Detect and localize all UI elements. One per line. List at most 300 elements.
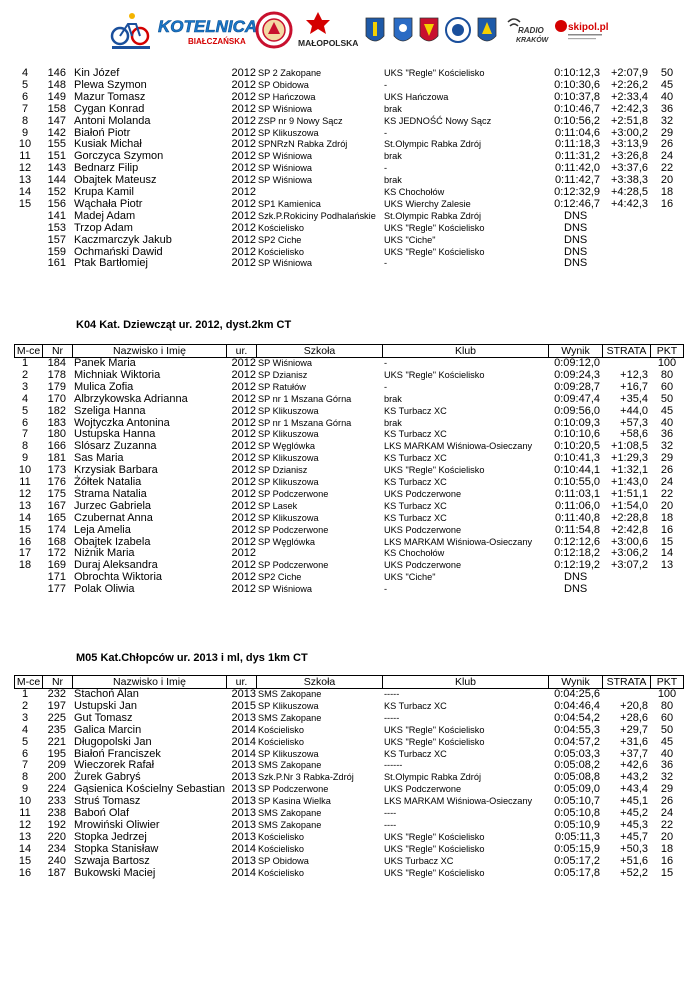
cell-school: SMS Zakopane [258,808,322,818]
cell-name: Ustupska Hanna [74,428,156,441]
cell-nr: 158 [47,102,66,115]
cell-diff: +2:07,9 [610,67,648,79]
cell-club: UKS "Regle" Kościelisko [384,222,485,233]
cell-club: ----- [384,689,400,699]
cell-m: 11 [19,807,31,819]
kotelnica-logo [156,8,258,52]
cell-yr: 2014 [231,747,256,760]
cell-yr: 2012 [231,523,256,536]
cell-nr: 225 [47,711,66,724]
cell-club: KS Turbacz XC [384,429,447,440]
cell-time: 0:11:31,2 [554,150,600,163]
cell-school: SP Klikuszowa [258,748,319,759]
cell-name: Ochmański Dawid [74,245,163,258]
cell-nr: 170 [47,392,66,405]
cell-name: Plewa Szymon [74,78,147,91]
cell-school: SP Wiśniowa [258,151,312,162]
cell-nr: 176 [47,476,66,488]
cell-diff: +12,3 [620,368,648,381]
cell-club: brak [384,393,402,404]
cell-pkt: 15 [660,535,674,548]
cell-m: 1 [21,357,29,369]
cell-yr: 2012 [231,150,256,163]
cell-name: Żurek Gabryś [74,771,141,784]
cell-school: SP Wiśniowa [258,358,312,368]
cell-m: 9 [21,452,29,465]
cell-nr: 147 [47,114,66,127]
cell-club: UKS "Regle" Kościelisko [384,68,485,78]
cell-school: SP Węglówka [258,441,316,452]
cell-nr: 220 [47,830,66,843]
cell-m: 2 [21,368,29,381]
cell-nr: 171 [47,571,66,584]
cell-nr: 200 [47,771,66,784]
cell-school: ZSP nr 9 Nowy Sącz [258,115,343,126]
cell-nr: 149 [47,90,66,103]
cell-name: Kaczmarczyk Jakub [74,233,172,246]
cell-school: Kościelisko [258,222,304,233]
cell-nr: 146 [47,67,66,79]
header-cell-nr: Nr [42,676,72,688]
cell-diff: +3:07,2 [610,559,648,572]
cell-name: Strama Natalia [74,487,147,500]
cell-time: 0:09:28,7 [554,380,600,393]
cell-school: SP2 Ciche [258,572,302,583]
cell-club: brak [384,417,402,428]
cell-m: 6 [21,90,29,103]
table-header [14,675,684,689]
cell-diff: +45,3 [620,818,648,831]
cell-yr: 2015 [231,699,256,712]
cell-pkt: 22 [660,162,674,175]
cell-time: 0:05:03,3 [554,747,600,760]
cell-diff: +1:54,0 [610,499,648,512]
cell-time: 0:04:54,2 [554,711,600,724]
cell-pkt: 13 [660,559,674,572]
cell-school: SP Wiśniowa [258,103,312,114]
cell-pkt: 26 [660,138,674,151]
cell-time: 0:04:55,3 [554,723,600,736]
cell-school: Kościelisko [258,246,304,257]
cell-m: 16 [18,535,32,548]
cell-time: 0:05:10,9 [554,818,600,831]
cell-club: - [384,258,388,269]
cell-school: SP Klikuszowa [258,512,319,523]
malopolska-logo [298,8,359,52]
radio-krakow-logo [504,8,550,52]
cell-time: 0:04:57,2 [554,735,600,748]
cell-time: 0:05:17,8 [554,866,600,879]
cell-time: 0:09:24,3 [554,368,600,381]
cell-yr: 2013 [231,807,256,819]
cell-diff: +2:51,8 [610,114,648,127]
cell-time: 0:05:15,9 [554,842,600,855]
cell-pkt: 100 [657,357,677,369]
table-header [14,344,684,358]
cell-school: SMS Zakopane [258,712,322,723]
header-cell-pkt: PKT [650,676,684,688]
cell-m: 1 [21,688,29,700]
cell-club: UKS "Regle" Kościelisko [384,831,485,842]
cell-nr: 144 [47,174,66,187]
cell-nr: 234 [47,842,66,855]
cell-m: 6 [21,416,29,429]
cell-club: ----- [384,712,400,723]
cell-club: UKS "Regle" Kościelisko [384,465,485,476]
cell-m: 17 [18,547,32,560]
cell-school: SP Klikuszowa [258,127,319,138]
cell-nr: 235 [47,723,66,736]
cell-pkt: 45 [660,404,674,417]
cell-club: KS Turbacz XC [384,500,447,511]
cell-time: 0:05:09,0 [554,783,600,796]
cell-pkt: 40 [660,747,674,760]
header-cell-name: Nazwisko i Imię [72,345,226,357]
cell-pkt: 45 [660,78,674,91]
cell-nr: 233 [47,795,66,808]
cell-pkt: 36 [660,102,674,115]
cell-time: 0:11:54,8 [554,523,600,536]
cell-name: Bednarz Filip [74,162,139,175]
cell-pkt: 20 [660,830,674,843]
cell-time: 0:10:20,5 [554,440,600,453]
header-cell-diff: STRATA [602,676,650,688]
cell-m: 7 [21,759,29,772]
cell-nr: 141 [47,209,66,222]
cell-yr: 2012 [231,452,256,465]
cell-pkt: 80 [660,699,674,712]
cell-diff: +28,6 [620,711,648,724]
cell-time: 0:10:37,8 [554,90,600,103]
cell-m: 4 [21,392,29,405]
cell-time: 0:10:46,7 [554,102,600,115]
cell-yr: 2012 [231,464,256,477]
cell-school: SP Obidowa [258,855,309,866]
cell-name: Ptak Bartłomiej [74,257,148,270]
cell-yr: 2013 [231,711,256,724]
cell-club: UKS "Regle" Kościelisko [384,867,485,878]
cell-school: SP Wiśniowa [258,584,312,595]
cell-nr: 165 [47,511,66,524]
cell-name: Galica Marcin [74,723,142,736]
cell-m: 8 [21,771,29,784]
cell-nr: 167 [47,499,66,512]
cell-nr: 232 [47,688,66,700]
cell-name: Gąsienica Kościelny Sebastian [74,783,226,796]
cell-school: SP Obidowa [258,79,309,90]
round-badge [444,8,472,52]
cell-m: 15 [18,854,32,867]
cell-nr: 238 [47,807,66,819]
cell-nr: 192 [47,818,66,831]
cell-name: Sas Maria [74,452,124,465]
cell-time: 0:10:10,6 [554,428,600,441]
cell-club: brak [384,175,402,186]
cell-diff: +37,7 [620,747,648,760]
cell-pkt: 24 [660,150,674,163]
cell-time: 0:12:32,9 [554,186,600,198]
cell-pkt: 36 [660,759,674,772]
cell-time: 0:05:08,8 [554,771,600,784]
cell-diff: +2:33,4 [610,90,648,103]
svg-text:BIAŁCZAŃSKA: BIAŁCZAŃSKA [188,37,246,46]
cell-m: 9 [21,783,29,796]
cell-nr: 187 [47,866,66,879]
cell-yr: 2012 [231,174,256,187]
cell-name: Slósarz Zuzanna [74,440,157,453]
cell-yr: 2012 [231,138,256,151]
cell-diff: +2:42,3 [610,102,648,115]
cell-diff: +58,6 [620,428,648,441]
cell-diff: +43,4 [620,783,648,796]
coat-of-arms-4 [476,8,498,52]
cell-school: SP Dzianisz [258,369,308,380]
cell-diff: +3:38,3 [610,174,648,187]
cell-name: Madej Adam [74,209,136,222]
cell-yr: 2012 [231,487,256,500]
cell-time: 0:09:56,0 [554,404,600,417]
cell-time: 0:10:09,3 [554,416,600,429]
cell-school: SP Podczerwone [258,784,329,795]
cell-club: - [384,79,388,90]
cell-club: KS Turbacz XC [384,748,447,759]
cell-club: UKS Wierchy Zalesie [384,198,471,209]
cell-school: Kościelisko [258,867,304,878]
cell-diff: +50,3 [620,842,648,855]
cell-club: UKS Podczerwone [384,488,462,499]
cell-name: Mazur Tomasz [74,90,146,103]
cell-diff: +51,6 [620,854,648,867]
header-cell-time: Wynik [548,345,602,357]
cell-name: Czubernat Anna [74,511,153,524]
cell-time: 0:11:18,3 [554,138,600,151]
cell-diff: +45,1 [620,795,648,808]
cell-club: KS Turbacz XC [384,453,447,464]
cell-school: SP Podczerwone [258,524,329,535]
cell-yr: 2012 [231,162,256,175]
cell-name: Białoń Piotr [74,126,131,139]
cell-pkt: 15 [660,866,674,879]
cell-yr: 2012 [231,357,256,369]
cell-m: 8 [21,114,29,127]
cell-club: - [384,381,388,392]
pzn-seal [254,8,294,52]
cell-name: Gorczyca Szymon [74,150,164,163]
cell-nr: 173 [47,464,66,477]
cell-time: 0:12:19,2 [554,559,600,572]
cell-yr: 2012 [231,476,256,488]
cell-name: Długopolski Jan [74,735,152,748]
cell-m: 11 [19,150,31,163]
cell-name: Ustupski Jan [74,699,137,712]
cell-yr: 2012 [231,126,256,139]
cell-school: SP2 Ciche [258,234,302,245]
section-title: M05 Kat.Chłopców ur. 2013 i ml, dys 1km CT [76,652,308,664]
cell-school: SMS Zakopane [258,689,322,699]
cell-pkt: 29 [660,783,674,796]
cell-school: SP Hańczowa [258,91,316,102]
cell-diff: +2:26,2 [610,78,648,91]
cell-name: Mulica Zofia [74,380,134,393]
cell-yr: 2012 [231,209,256,222]
cell-time: 0:10:41,3 [554,452,600,465]
cell-school: SP Lasek [258,500,298,511]
cell-diff: +2:28,8 [610,511,648,524]
cell-time: 0:10:55,0 [554,476,600,488]
cell-pkt: 100 [657,688,677,700]
cell-m: 12 [18,162,32,175]
cell-school: SP Klikuszowa [258,700,319,711]
cell-nr: 181 [47,452,66,465]
cell-name: Szeliga Hanna [74,404,146,417]
cell-club: LKS MARKAM Wiśniowa-Osieczany [384,796,533,807]
cell-m: 14 [18,842,32,855]
cell-school: SP Węglówka [258,536,316,547]
cell-school: Kościelisko [258,724,304,735]
cell-school: SP Klikuszowa [258,453,319,464]
cell-nr: 148 [47,78,66,91]
cell-diff: +1:32,1 [610,464,648,477]
cell-school: SP 2 Zakopane [258,68,322,78]
cell-school: Kościelisko [258,843,304,854]
cell-pkt: 36 [660,428,674,441]
cell-school: SP Dzianisz [258,465,308,476]
cell-diff: +20,8 [620,699,648,712]
cell-diff: +52,2 [620,866,648,879]
cell-name: Kusiak Michał [74,138,142,151]
cell-m: 2 [21,699,29,712]
cell-name: Stopka Jedrzej [74,830,147,843]
cell-yr: 2012 [231,440,256,453]
cell-club: - [384,358,388,368]
cell-time: DNS [564,221,588,234]
cell-yr: 2012 [231,90,256,103]
cell-club: UKS "Regle" Kościelisko [384,843,485,854]
cell-name: Leja Amelia [74,523,131,536]
cell-diff: +16,7 [620,380,648,393]
cell-time: 0:04:46,4 [554,699,600,712]
cell-nr: 174 [47,523,66,536]
cell-yr: 2012 [231,257,256,270]
cell-yr: 2013 [231,830,256,843]
cell-yr: 2013 [231,759,256,772]
cell-club: KS Turbacz XC [384,405,447,416]
cell-yr: 2012 [231,559,256,572]
cell-time: DNS [564,583,588,596]
cell-yr: 2012 [231,583,256,596]
cell-nr: 195 [47,747,66,760]
cell-yr: 2012 [231,67,256,79]
cell-pkt: 29 [660,126,674,139]
cell-pkt: 22 [660,487,674,500]
cell-yr: 2013 [231,783,256,796]
cell-pkt: 32 [660,114,674,127]
cell-name: Żółtek Natalia [74,476,142,488]
cell-pkt: 60 [660,711,674,724]
cell-time: DNS [564,233,588,246]
cell-yr: 2012 [231,547,256,560]
cell-school: SP Wiśniowa [258,175,312,186]
cell-school: SP Klikuszowa [258,429,319,440]
cell-nr: 156 [47,197,66,210]
cell-nr: 161 [47,257,66,270]
cell-club: UKS Podczerwone [384,560,462,571]
cell-school: SP nr 1 Mszana Górna [258,393,352,404]
cell-time: 0:12:18,2 [554,547,600,560]
cell-club: KS Turbacz XC [384,700,447,711]
cell-pkt: 16 [660,523,674,536]
cell-nr: 175 [47,487,66,500]
header-cell-diff: STRATA [602,345,650,357]
cell-nr: 143 [47,162,66,175]
cell-yr: 2012 [231,233,256,246]
cell-nr: 224 [47,783,66,796]
cell-pkt: 16 [660,854,674,867]
cell-time: 0:05:08,2 [554,759,600,772]
cell-name: Krzysiak Barbara [74,464,158,477]
cell-nr: 178 [47,368,66,381]
cell-time: 0:10:30,6 [554,78,600,91]
cell-school: Szk.P.Nr 3 Rabka-Zdrój [258,772,354,783]
cell-nr: 169 [47,559,66,572]
cell-school: Kościelisko [258,736,304,747]
cell-club: LKS MARKAM Wiśniowa-Osieczany [384,441,533,452]
cell-diff: +43,2 [620,771,648,784]
cell-name: Polak Oliwia [74,583,135,596]
cell-time: DNS [564,209,588,222]
cell-nr: 157 [47,233,66,246]
cell-club: ---- [384,819,397,830]
sponsor-logos [110,8,609,52]
cell-name: Mrowiński Oliwier [74,818,160,831]
cell-diff: +3:37,6 [610,162,648,175]
cell-nr: 172 [47,547,66,560]
cell-school: SP nr 1 Mszana Górna [258,417,352,428]
cell-name: Obajtek Mateusz [74,174,157,187]
cell-m: 13 [18,174,32,187]
cell-pkt: 22 [660,818,674,831]
cell-pkt: 80 [660,368,674,381]
cell-time: 0:04:25,6 [554,688,600,700]
cell-name: Stopka Stanisław [74,842,159,855]
cell-club: - [384,127,388,138]
cell-club: St.Olympic Rabka Zdrój [384,210,482,221]
cell-time: 0:11:04,6 [554,126,600,139]
cell-nr: 152 [47,186,66,198]
cell-name: Wąchała Piotr [74,197,143,210]
cell-diff: +1:29,3 [610,452,648,465]
cell-pkt: 32 [660,771,674,784]
cell-diff: +45,7 [620,830,648,843]
cell-club: - [384,163,388,174]
cell-nr: 177 [47,583,66,596]
cell-time: 0:11:03,1 [554,487,600,500]
cell-yr: 2014 [231,866,256,879]
cell-club: UKS "Ciche" [384,234,436,245]
cell-club: KS Turbacz XC [384,477,447,487]
cell-yr: 2012 [231,392,256,405]
cell-pkt: 50 [660,723,674,736]
cell-yr: 2013 [231,795,256,808]
cell-m: 4 [21,67,29,79]
cell-club: ---- [384,808,397,818]
cell-diff: +57,3 [620,416,648,429]
cell-school: SP Wiśniowa [258,258,312,269]
cell-name: Trzop Adam [74,221,133,234]
cell-yr: 2014 [231,723,256,736]
cell-m: 5 [21,735,29,748]
cell-m: 12 [18,818,32,831]
